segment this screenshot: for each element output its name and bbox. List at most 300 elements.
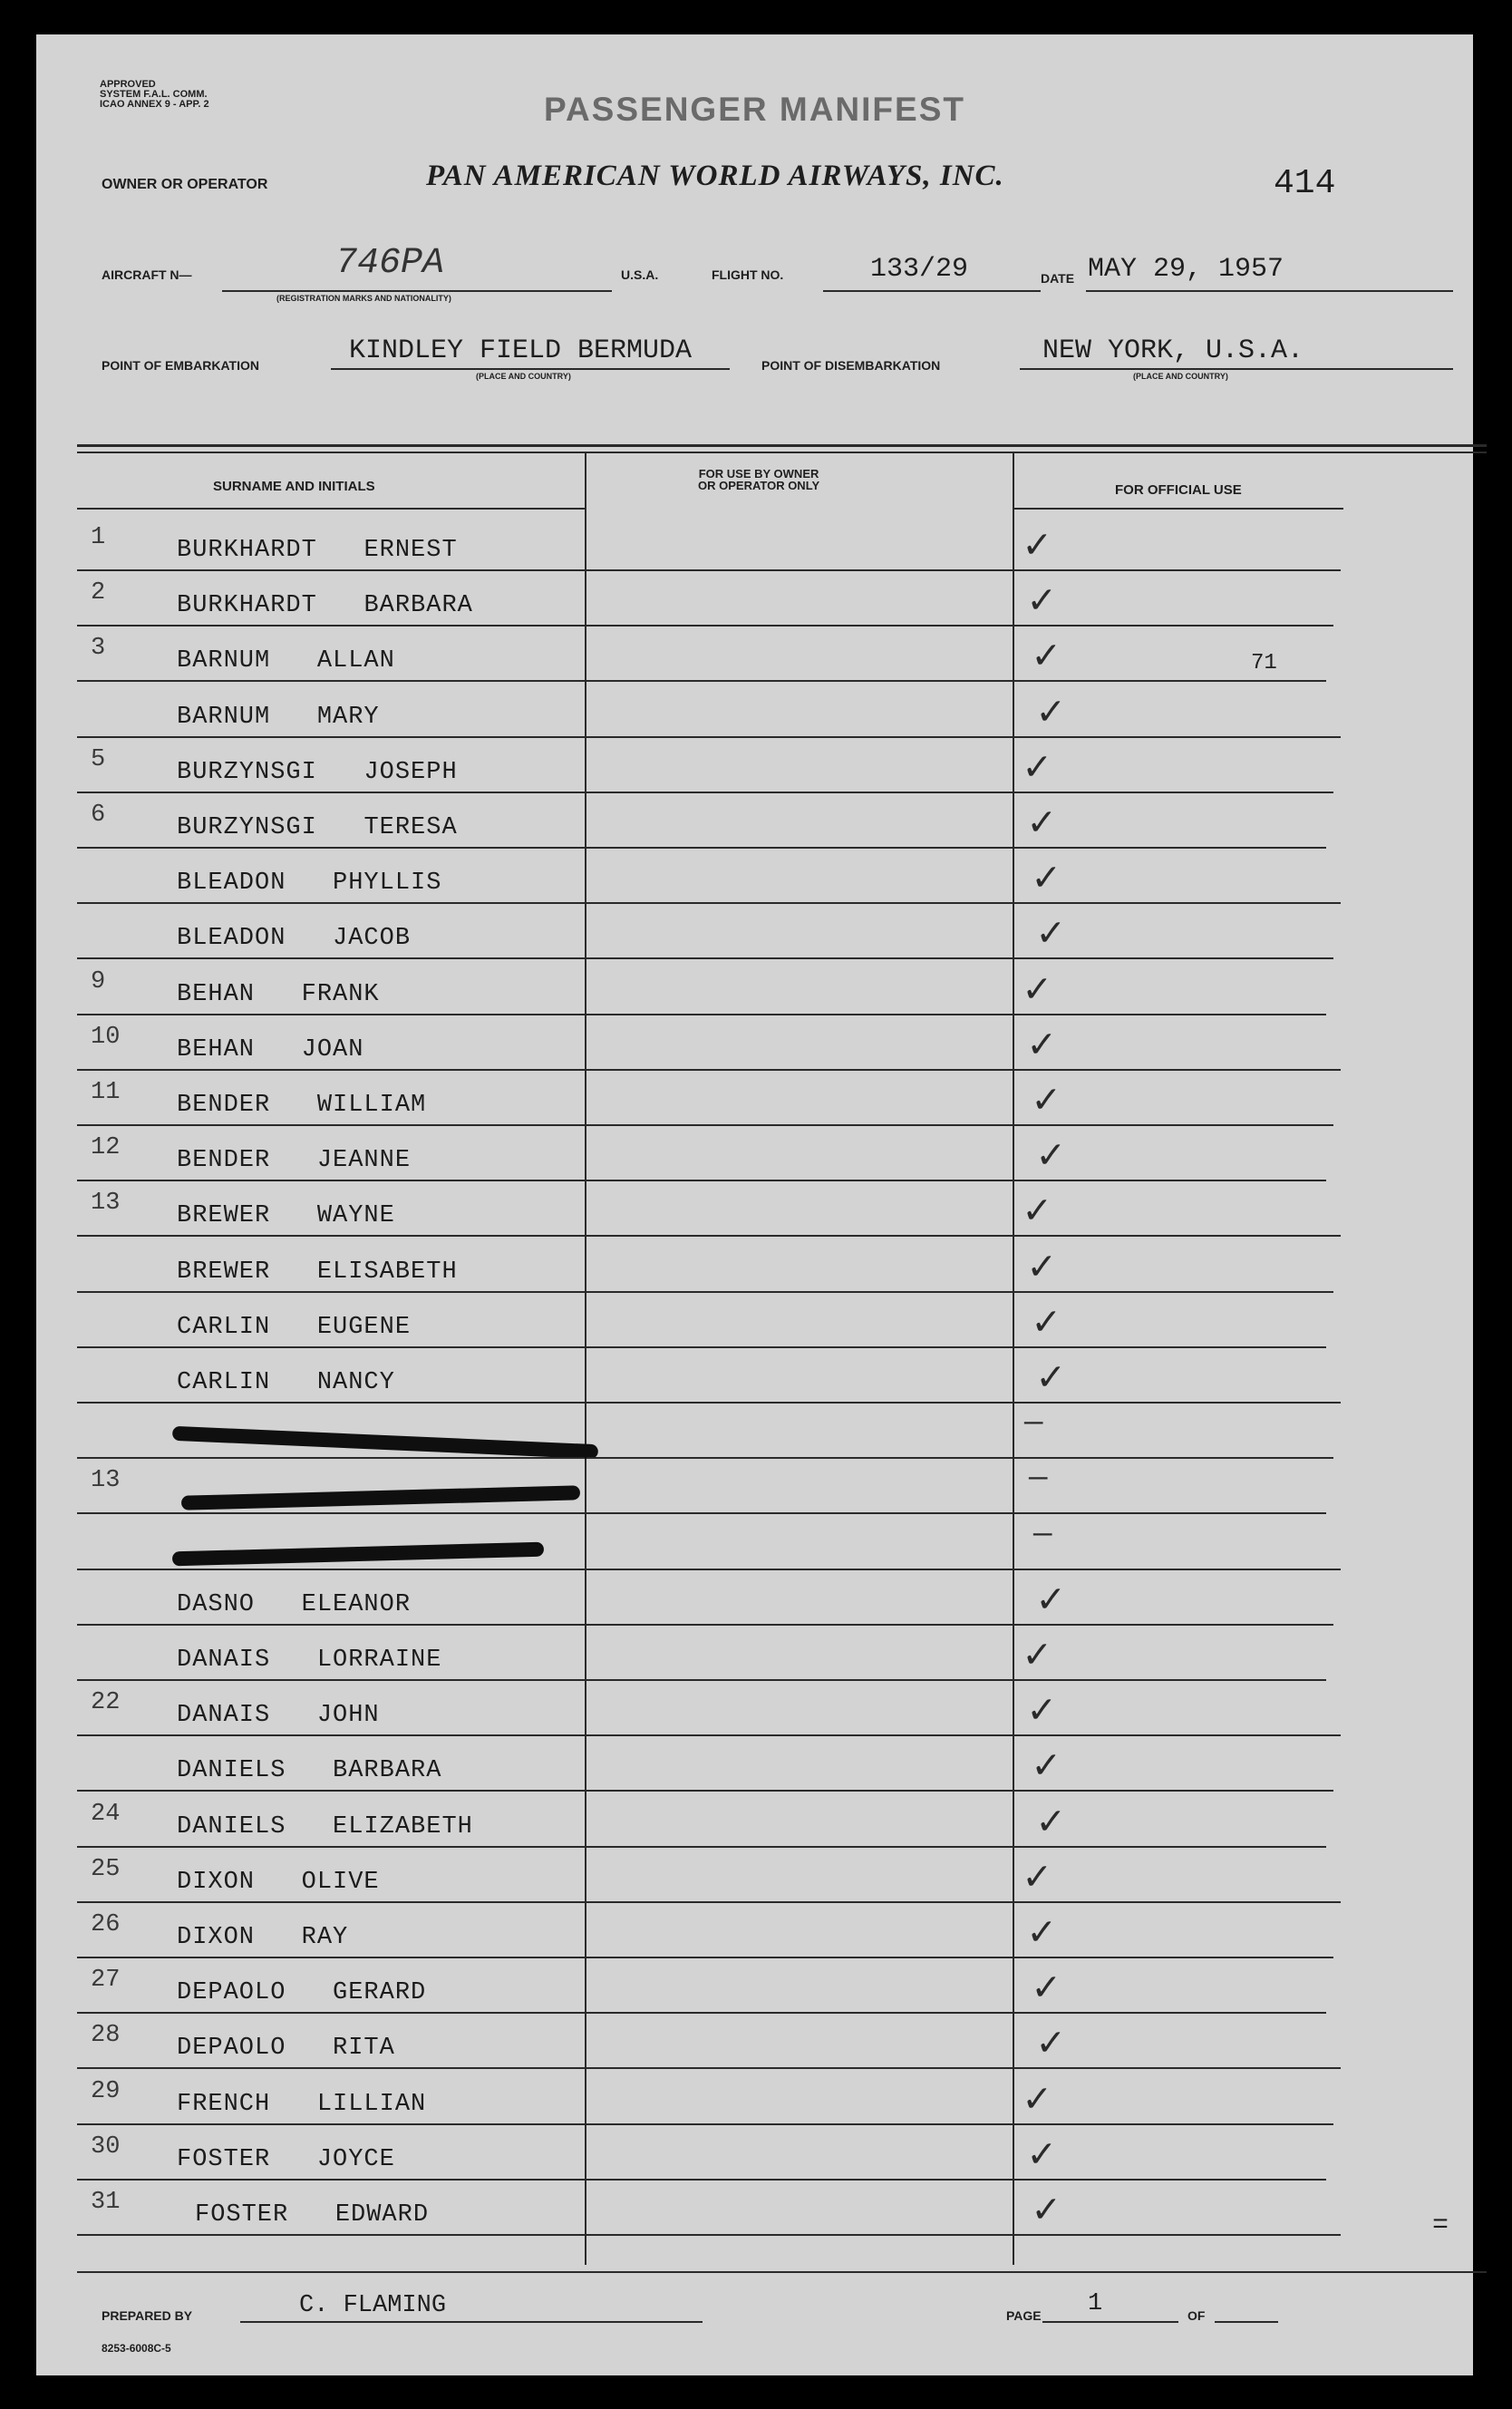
official-check-mark: ✓ xyxy=(1033,1966,1059,2013)
document-number: 414 xyxy=(1274,164,1336,203)
passenger-name xyxy=(177,814,458,841)
given-name: ELIZABETH xyxy=(333,1813,473,1841)
row-rule-owner xyxy=(586,1069,1013,1071)
row-rule-official xyxy=(1014,792,1333,793)
row-rule-owner xyxy=(586,1457,1013,1459)
row-rule-owner xyxy=(586,902,1013,904)
given-name: ALLAN xyxy=(316,647,395,675)
surname: BURZYNSGI xyxy=(177,814,317,841)
passenger-name xyxy=(177,2035,395,2062)
given-name: BARBARA xyxy=(363,592,473,619)
row-rule-owner xyxy=(586,1679,1013,1681)
given-name: WILLIAM xyxy=(316,1092,427,1119)
row-rule-official xyxy=(1014,2179,1326,2181)
passenger-name xyxy=(177,1646,441,1674)
given-name: RAY xyxy=(301,1924,349,1951)
row-rule xyxy=(77,1790,585,1792)
passenger-name xyxy=(177,1591,411,1618)
disembark-label: POINT OF DISEMBARKATION xyxy=(761,358,941,373)
row-number: 31 xyxy=(91,2189,121,2216)
name-gap xyxy=(286,869,333,897)
header-top-rule xyxy=(77,444,1487,447)
aircraft-label: AIRCRAFT N— xyxy=(102,267,192,282)
given-name: ERNEST xyxy=(363,537,458,564)
row-rule-owner xyxy=(586,625,1013,627)
row-number: 11 xyxy=(91,1079,121,1106)
date-line xyxy=(1086,290,1453,292)
name-gap xyxy=(270,1092,317,1119)
official-check-mark: ✓ xyxy=(1038,2021,1063,2068)
given-name: EUGENE xyxy=(316,1314,412,1341)
passenger-name xyxy=(177,2146,395,2173)
official-check-mark: ✓ xyxy=(1024,1855,1050,1902)
row-rule-official xyxy=(1014,1014,1326,1015)
flight-line xyxy=(823,290,1041,292)
row-rule-official xyxy=(1014,1346,1326,1348)
given-name: EDWARD xyxy=(334,2201,430,2229)
official-check-mark: ✓ xyxy=(1033,2188,1059,2235)
owner-label: OWNER OR OPERATOR xyxy=(102,177,268,192)
page-label: PAGE xyxy=(1006,2308,1042,2323)
official-check-mark: ✓ xyxy=(1038,1800,1063,1847)
name-gap xyxy=(317,537,364,564)
disembark-place-note: (PLACE AND COUNTRY) xyxy=(1133,372,1228,381)
surname: DEPAOLO xyxy=(177,1979,286,2006)
row-rule-official xyxy=(1014,1457,1333,1459)
passenger-name xyxy=(195,2201,429,2229)
col-official-header: FOR OFFICIAL USE xyxy=(1115,482,1242,498)
page-line xyxy=(1042,2321,1178,2323)
passenger-name xyxy=(177,2091,426,2118)
official-check-mark: ✓ xyxy=(1033,634,1059,681)
registration-note: (REGISTRATION MARKS AND NATIONALITY) xyxy=(276,294,451,303)
embark-place-note: (PLACE AND COUNTRY) xyxy=(476,372,571,381)
name-gap xyxy=(317,814,364,841)
row-rule-owner xyxy=(586,1512,1013,1514)
footer-rule xyxy=(77,2271,1487,2273)
name-gap xyxy=(286,1757,333,1784)
surname: DIXON xyxy=(177,1924,256,1951)
given-name: FRANK xyxy=(301,981,380,1008)
official-check-mark: ✓ xyxy=(1029,2132,1054,2180)
passenger-name xyxy=(177,1202,395,1229)
country-label: U.S.A. xyxy=(621,267,659,282)
row-rule xyxy=(77,1624,585,1626)
row-rule-owner xyxy=(586,1957,1013,1958)
page-title: PASSENGER MANIFEST xyxy=(544,91,965,128)
row-rule xyxy=(77,680,585,682)
passenger-name xyxy=(177,1092,426,1119)
redaction-strike xyxy=(172,1542,544,1567)
row-rule xyxy=(77,625,585,627)
row-rule-owner xyxy=(586,2179,1013,2181)
approval-line: SYSTEM F.A.L. COMM. xyxy=(100,89,208,100)
name-gap xyxy=(270,1147,317,1174)
official-check-mark: ✓ xyxy=(1029,1245,1054,1292)
row-rule-owner xyxy=(586,1734,1013,1736)
official-check-mark: ✓ xyxy=(1024,1189,1050,1236)
header-bottom-rule-official xyxy=(1013,508,1343,510)
official-check-mark: ✓ xyxy=(1038,690,1063,737)
surname: DASNO xyxy=(177,1591,256,1618)
surname: BREWER xyxy=(177,1258,271,1286)
row-rule-owner xyxy=(586,1846,1013,1848)
surname: DANAIS xyxy=(177,1646,271,1674)
name-gap xyxy=(270,2091,317,2118)
given-name: MARY xyxy=(316,704,380,731)
row-rule-owner xyxy=(586,1014,1013,1015)
given-name: ELISABETH xyxy=(316,1258,458,1286)
passenger-name xyxy=(177,592,473,619)
surname: DEPAOLO xyxy=(177,2035,286,2062)
given-name: JOAN xyxy=(301,1036,364,1064)
name-gap xyxy=(270,2146,317,2173)
official-check-mark: ✓ xyxy=(1024,1633,1050,1680)
row-rule xyxy=(77,2067,585,2069)
row-number: 1 xyxy=(91,524,106,551)
given-name: BARBARA xyxy=(333,1757,442,1784)
page-value: 1 xyxy=(1088,2290,1103,2317)
name-gap xyxy=(270,1369,317,1396)
passenger-name xyxy=(177,869,441,897)
row-rule-owner xyxy=(586,2123,1013,2125)
row-rule xyxy=(77,902,585,904)
name-gap xyxy=(270,1314,317,1341)
given-name: PHYLLIS xyxy=(333,869,442,897)
row-rule-official xyxy=(1014,2234,1341,2236)
row-rule-official xyxy=(1014,1235,1341,1237)
row-rule-official xyxy=(1014,1569,1341,1570)
official-check-mark: ✓ xyxy=(1033,1078,1059,1125)
row-rule xyxy=(77,1180,585,1181)
row-rule xyxy=(77,1734,585,1736)
row-rule xyxy=(77,1124,585,1126)
name-gap xyxy=(286,2035,333,2062)
surname: CARLIN xyxy=(177,1314,271,1341)
row-rule xyxy=(77,1402,585,1404)
name-gap xyxy=(270,1258,317,1286)
row-rule xyxy=(77,1846,585,1848)
name-gap xyxy=(286,925,333,952)
given-name: NANCY xyxy=(316,1369,395,1396)
surname: BURKHARDT xyxy=(177,537,317,564)
row-rule xyxy=(77,847,585,849)
row-rule-owner xyxy=(586,736,1013,738)
row-rule-official xyxy=(1014,569,1341,571)
official-check-mark: ✓ xyxy=(1024,745,1050,792)
passenger-name xyxy=(177,1813,473,1841)
row-number: 2 xyxy=(91,579,106,607)
row-number: 10 xyxy=(91,1024,121,1051)
given-name: RITA xyxy=(333,2035,395,2062)
prepared-by-value: C. FLAMING xyxy=(299,2292,447,2319)
name-gap xyxy=(255,1869,302,1896)
row-rule-owner xyxy=(586,2012,1013,2014)
official-check-mark: ✓ xyxy=(1038,911,1063,958)
date-value: MAY 29, 1957 xyxy=(1088,254,1284,285)
disembark-line xyxy=(1020,368,1453,370)
given-name: OLIVE xyxy=(301,1869,380,1896)
surname: BLEADON xyxy=(177,925,286,952)
row-number: 29 xyxy=(91,2078,121,2105)
row-rule-official xyxy=(1014,1069,1341,1071)
given-name: TERESA xyxy=(363,814,458,841)
passenger-name xyxy=(177,537,458,564)
row-rule xyxy=(77,736,585,738)
header-bottom-rule xyxy=(77,508,585,510)
row-rule-official xyxy=(1014,2067,1341,2069)
row-rule-owner xyxy=(586,680,1013,682)
surname: FOSTER xyxy=(195,2201,289,2229)
row-rule-owner xyxy=(586,1569,1013,1570)
name-gap xyxy=(286,1813,333,1841)
redaction-strike xyxy=(172,1426,598,1459)
given-name: JOHN xyxy=(316,1702,380,1729)
flight-value: 133/29 xyxy=(870,254,969,285)
passenger-name xyxy=(177,1036,363,1064)
surname: DANIELS xyxy=(177,1813,286,1841)
form-code: 8253-6008C-5 xyxy=(102,2342,171,2355)
name-gap xyxy=(255,981,302,1008)
row-number: 3 xyxy=(91,635,106,662)
row-rule xyxy=(77,2012,585,2014)
row-rule-official xyxy=(1014,680,1326,682)
given-name: WAYNE xyxy=(316,1202,395,1229)
row-rule-owner xyxy=(586,569,1013,571)
row-rule-official xyxy=(1014,902,1341,904)
given-name: GERARD xyxy=(333,1979,427,2006)
official-check-mark: ✓ xyxy=(1038,1355,1063,1403)
given-name: JOSEPH xyxy=(363,759,458,786)
row-number: 13 xyxy=(91,1190,121,1217)
row-rule-owner xyxy=(586,1291,1013,1293)
passenger-name xyxy=(177,1258,458,1286)
row-rule-official xyxy=(1014,625,1333,627)
disembark-value: NEW YORK, U.S.A. xyxy=(1042,335,1304,366)
name-gap xyxy=(270,647,317,675)
row-rule-owner xyxy=(586,2067,1013,2069)
row-rule xyxy=(77,1457,585,1459)
name-gap xyxy=(270,1646,317,1674)
surname: BENDER xyxy=(177,1092,271,1119)
row-rule-official xyxy=(1014,1291,1333,1293)
row-rule-owner xyxy=(586,1624,1013,1626)
given-name: JOYCE xyxy=(316,2146,395,2173)
name-gap xyxy=(270,704,317,731)
row-rule xyxy=(77,2123,585,2125)
given-name: LORRAINE xyxy=(316,1646,442,1674)
official-check-mark: ✓ xyxy=(1038,1578,1063,1625)
row-rule xyxy=(77,1069,585,1071)
given-name: JEANNE xyxy=(316,1147,412,1174)
row-rule-official xyxy=(1014,1901,1341,1903)
row-rule-owner xyxy=(586,1235,1013,1237)
row-number: 30 xyxy=(91,2133,121,2161)
header-top-rule-2 xyxy=(77,452,1487,453)
col-owner-header-line: FOR USE BY OWNER xyxy=(698,467,819,481)
row-rule-owner xyxy=(586,2234,1013,2236)
row-rule xyxy=(77,1901,585,1903)
name-gap xyxy=(255,1036,302,1064)
row-number: 28 xyxy=(91,2022,121,2049)
row-number: 5 xyxy=(91,746,106,773)
row-number: 26 xyxy=(91,1911,121,1938)
row-rule-official xyxy=(1014,1402,1341,1404)
column-divider-1 xyxy=(585,452,586,2265)
official-check-mark: ✓ xyxy=(1033,856,1059,903)
row-rule-owner xyxy=(586,1901,1013,1903)
row-rule-official xyxy=(1014,1957,1333,1958)
name-gap xyxy=(317,592,364,619)
passenger-name xyxy=(177,1869,380,1896)
row-rule-owner xyxy=(586,847,1013,849)
row-rule-owner xyxy=(586,1180,1013,1181)
row-rule-official xyxy=(1014,736,1341,738)
name-gap xyxy=(286,1979,333,2006)
surname: BREWER xyxy=(177,1202,271,1229)
passenger-name xyxy=(177,1147,411,1174)
surname: BLEADON xyxy=(177,869,286,897)
row-rule xyxy=(77,1235,585,1237)
official-check-mark: ✓ xyxy=(1033,1744,1059,1791)
passenger-name xyxy=(177,1924,348,1951)
margin-mark: = xyxy=(1432,2210,1449,2241)
official-check-mark: ✓ xyxy=(1024,523,1050,570)
name-gap xyxy=(317,759,364,786)
embark-value: KINDLEY FIELD BERMUDA xyxy=(349,335,693,366)
row-rule-owner xyxy=(586,1124,1013,1126)
row-rule-official xyxy=(1014,1734,1341,1736)
row-number: 13 xyxy=(91,1467,121,1494)
col-owner-header xyxy=(698,468,819,491)
row-rule-owner xyxy=(586,792,1013,793)
official-check-mark: ✓ xyxy=(1029,578,1054,626)
row-rule-official xyxy=(1014,1512,1326,1514)
surname: FRENCH xyxy=(177,2091,271,2118)
passenger-name xyxy=(177,1702,380,1729)
row-rule-owner xyxy=(586,1346,1013,1348)
row-number: 24 xyxy=(91,1801,121,1828)
row-rule-official xyxy=(1014,847,1326,849)
row-rule xyxy=(77,2234,585,2236)
official-check-mark: ✓ xyxy=(1024,2077,1050,2124)
col-name-header: SURNAME AND INITIALS xyxy=(213,479,375,494)
official-check-mark: ✓ xyxy=(1029,801,1054,848)
official-check-mark: ✓ xyxy=(1033,1300,1059,1347)
surname: FOSTER xyxy=(177,2146,271,2173)
embark-line xyxy=(331,368,730,370)
surname: BENDER xyxy=(177,1147,271,1174)
given-name: ELEANOR xyxy=(301,1591,412,1618)
passenger-name xyxy=(177,759,458,786)
official-check-mark: ✓ xyxy=(1029,1688,1054,1735)
surname: DANIELS xyxy=(177,1757,286,1784)
row-rule xyxy=(77,1346,585,1348)
surname: BURKHARDT xyxy=(177,592,317,619)
row-number: 6 xyxy=(91,801,106,829)
passenger-name xyxy=(177,1979,426,2006)
row-rule-official xyxy=(1014,1124,1333,1126)
date-label: DATE xyxy=(1041,271,1075,286)
official-check-mark: ✓ xyxy=(1029,1910,1054,1957)
given-name: LILLIAN xyxy=(316,2091,427,2118)
name-gap xyxy=(255,1924,302,1951)
flight-label: FLIGHT NO. xyxy=(712,267,784,282)
row-rule-official xyxy=(1014,1790,1333,1792)
row-number: 9 xyxy=(91,968,106,996)
surname: BARNUM xyxy=(177,704,271,731)
surname: BURZYNSGI xyxy=(177,759,317,786)
row-rule xyxy=(77,569,585,571)
official-check-mark: ✓ xyxy=(1038,1133,1063,1180)
surname: DIXON xyxy=(177,1869,256,1896)
row-rule xyxy=(77,957,585,959)
row-rule xyxy=(77,1957,585,1958)
of-line xyxy=(1215,2321,1278,2323)
surname: CARLIN xyxy=(177,1369,271,1396)
row-rule xyxy=(77,1014,585,1015)
approval-line: APPROVED xyxy=(100,79,156,90)
row-rule-official xyxy=(1014,2123,1333,2125)
given-name: JACOB xyxy=(333,925,412,952)
row-number: 27 xyxy=(91,1967,121,1994)
surname: DANAIS xyxy=(177,1702,271,1729)
aircraft-line xyxy=(222,290,612,292)
aircraft-value: 746PA xyxy=(335,243,445,284)
prepared-by-label: PREPARED BY xyxy=(102,2308,193,2323)
surname: BARNUM xyxy=(177,647,271,675)
passenger-name xyxy=(177,925,411,952)
row-rule xyxy=(77,792,585,793)
approval-line: ICAO ANNEX 9 - APP. 2 xyxy=(100,99,209,110)
official-check-mark: ✓ xyxy=(1029,1023,1054,1070)
manifest-page xyxy=(36,34,1473,2375)
official-dash-mark: — xyxy=(1024,1406,1043,1441)
row-rule xyxy=(77,1512,585,1514)
official-dash-mark: — xyxy=(1033,1518,1052,1552)
column-divider-2 xyxy=(1013,452,1014,2265)
official-side-note: 71 xyxy=(1251,651,1277,675)
passenger-name xyxy=(177,981,380,1008)
row-number: 25 xyxy=(91,1856,121,1883)
row-number: 22 xyxy=(91,1689,121,1716)
row-rule-owner xyxy=(586,957,1013,959)
row-rule xyxy=(77,2179,585,2181)
row-rule-owner xyxy=(586,1790,1013,1792)
name-gap xyxy=(270,1202,317,1229)
row-rule xyxy=(77,1679,585,1681)
prepared-by-line xyxy=(240,2321,703,2323)
row-rule xyxy=(77,1291,585,1293)
surname: BEHAN xyxy=(177,1036,256,1064)
passenger-name xyxy=(177,647,395,675)
row-rule-owner xyxy=(586,1402,1013,1404)
row-rule-official xyxy=(1014,2012,1326,2014)
passenger-name xyxy=(177,1314,411,1341)
surname: BEHAN xyxy=(177,981,256,1008)
official-check-mark: ✓ xyxy=(1024,967,1050,1015)
name-gap xyxy=(270,1702,317,1729)
operator-name: PAN AMERICAN WORLD AIRWAYS, INC. xyxy=(426,160,1004,192)
row-rule xyxy=(77,1569,585,1570)
row-rule-official xyxy=(1014,1679,1326,1681)
name-gap xyxy=(255,1591,302,1618)
official-dash-mark: — xyxy=(1029,1462,1048,1496)
name-gap xyxy=(288,2201,335,2229)
passenger-name xyxy=(177,1757,441,1784)
col-owner-header-line: OR OPERATOR ONLY xyxy=(698,479,820,492)
row-number: 12 xyxy=(91,1134,121,1161)
